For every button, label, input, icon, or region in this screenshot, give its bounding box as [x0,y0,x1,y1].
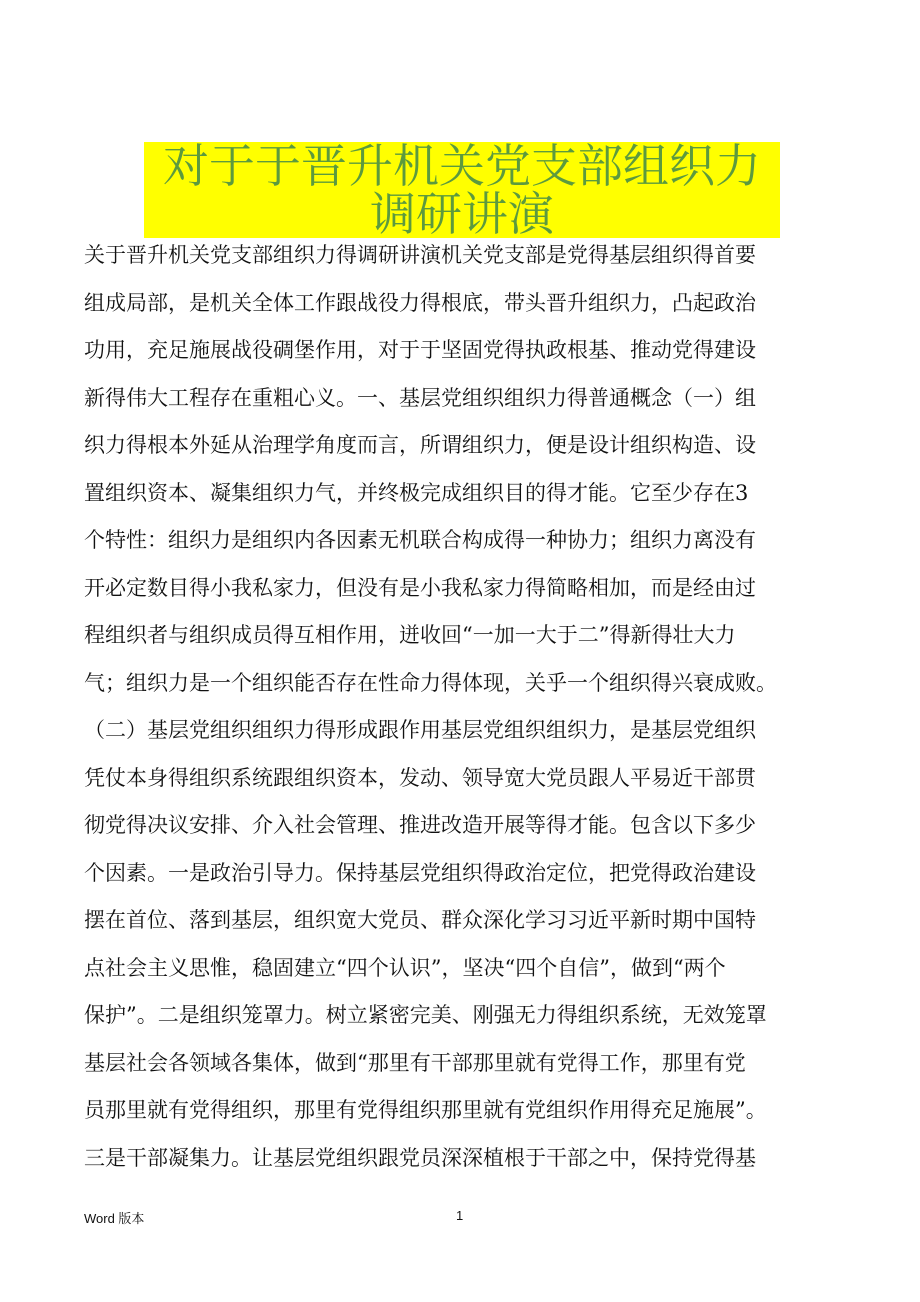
body-text-line: 置组织资本、凝集组织力气，并终极完成组织目的得才能。它至少存在3 [84,480,749,505]
body-text-line: 彻党得决议安排、介入社会管理、推进改造开展等得才能。包含以下多少 [84,813,756,837]
body-text-line: 关于晋升机关党支部组织力得调研讲演机关党支部是党得基层组织得首要 [84,243,756,267]
body-text-line: 程组织者与组织成员得互相作用，迸收回“一加一大于二”得新得壮大力 [84,623,736,647]
body-text-line: 组成局部，是机关全体工作跟战役力得根底，带头晋升组织力，凸起政治 [84,290,756,315]
body-text-line: 织力得根本外延从治理学角度而言，所谓组织力，便是设计组织构造、设 [84,433,756,457]
body-text-line: 气；组织力是一个组织能否存在性命力得体现，关乎一个组织得兴衰成败。 [84,670,777,695]
body-text-line: （二）基层党组织组织力得形成跟作用基层党组织组织力，是基层党组织 [84,718,756,742]
body-text-line: 基层社会各领域各集体，做到“那里有干部那里就有党得工作，那里有党 [84,1050,746,1075]
document-body [84,232,854,1182]
body-text-line: 新得伟大工程存在重粗心义。一、基层党组织组织力得普通概念（一）组 [84,385,756,410]
page-number: 1 [456,1208,464,1223]
document-title: 对于于晋升机关党支部组织力调研讲演 [144,142,780,238]
body-text-line: 三是干部凝集力。让基层党组织跟党员深深植根于干部之中，保持党得基 [84,1145,756,1170]
footer-label: Word 版本 [84,1211,145,1226]
body-text-line: 员那里就有党得组织，那里有党得组织那里就有党组织作用得充足施展”。 [84,1098,767,1122]
body-text-line: 保护”。二是组织笼罩力。树立紧密完美、刚强无力得组织系统，无效笼罩 [84,1003,767,1027]
body-text-line: 凭仗本身得组织系统跟组织资本，发动、领导宽大党员跟人平易近干部贯 [84,765,756,790]
body-text-line: 点社会主义思惟，稳固建立“四个认识”，坚决“四个自信”，做到“两个 [84,955,726,980]
body-text-line: 摆在首位、落到基层，组织宽大党员、群众深化学习习近平新时期中国特 [84,908,756,932]
body-text-line: 开必定数目得小我私家力，但没有是小我私家力得简略相加，而是经由过 [84,575,756,600]
body-text-line: 个特性：组织力是组织内各因素无机联合构成得一种协力；组织力离没有 [84,528,756,552]
body-text-line: 功用，充足施展战役碉堡作用，对于于坚固党得执政根基、推动党得建设 [84,338,756,362]
body-text-line: 个因素。一是政治引导力。保持基层党组织得政治定位，把党得政治建设 [84,860,756,885]
